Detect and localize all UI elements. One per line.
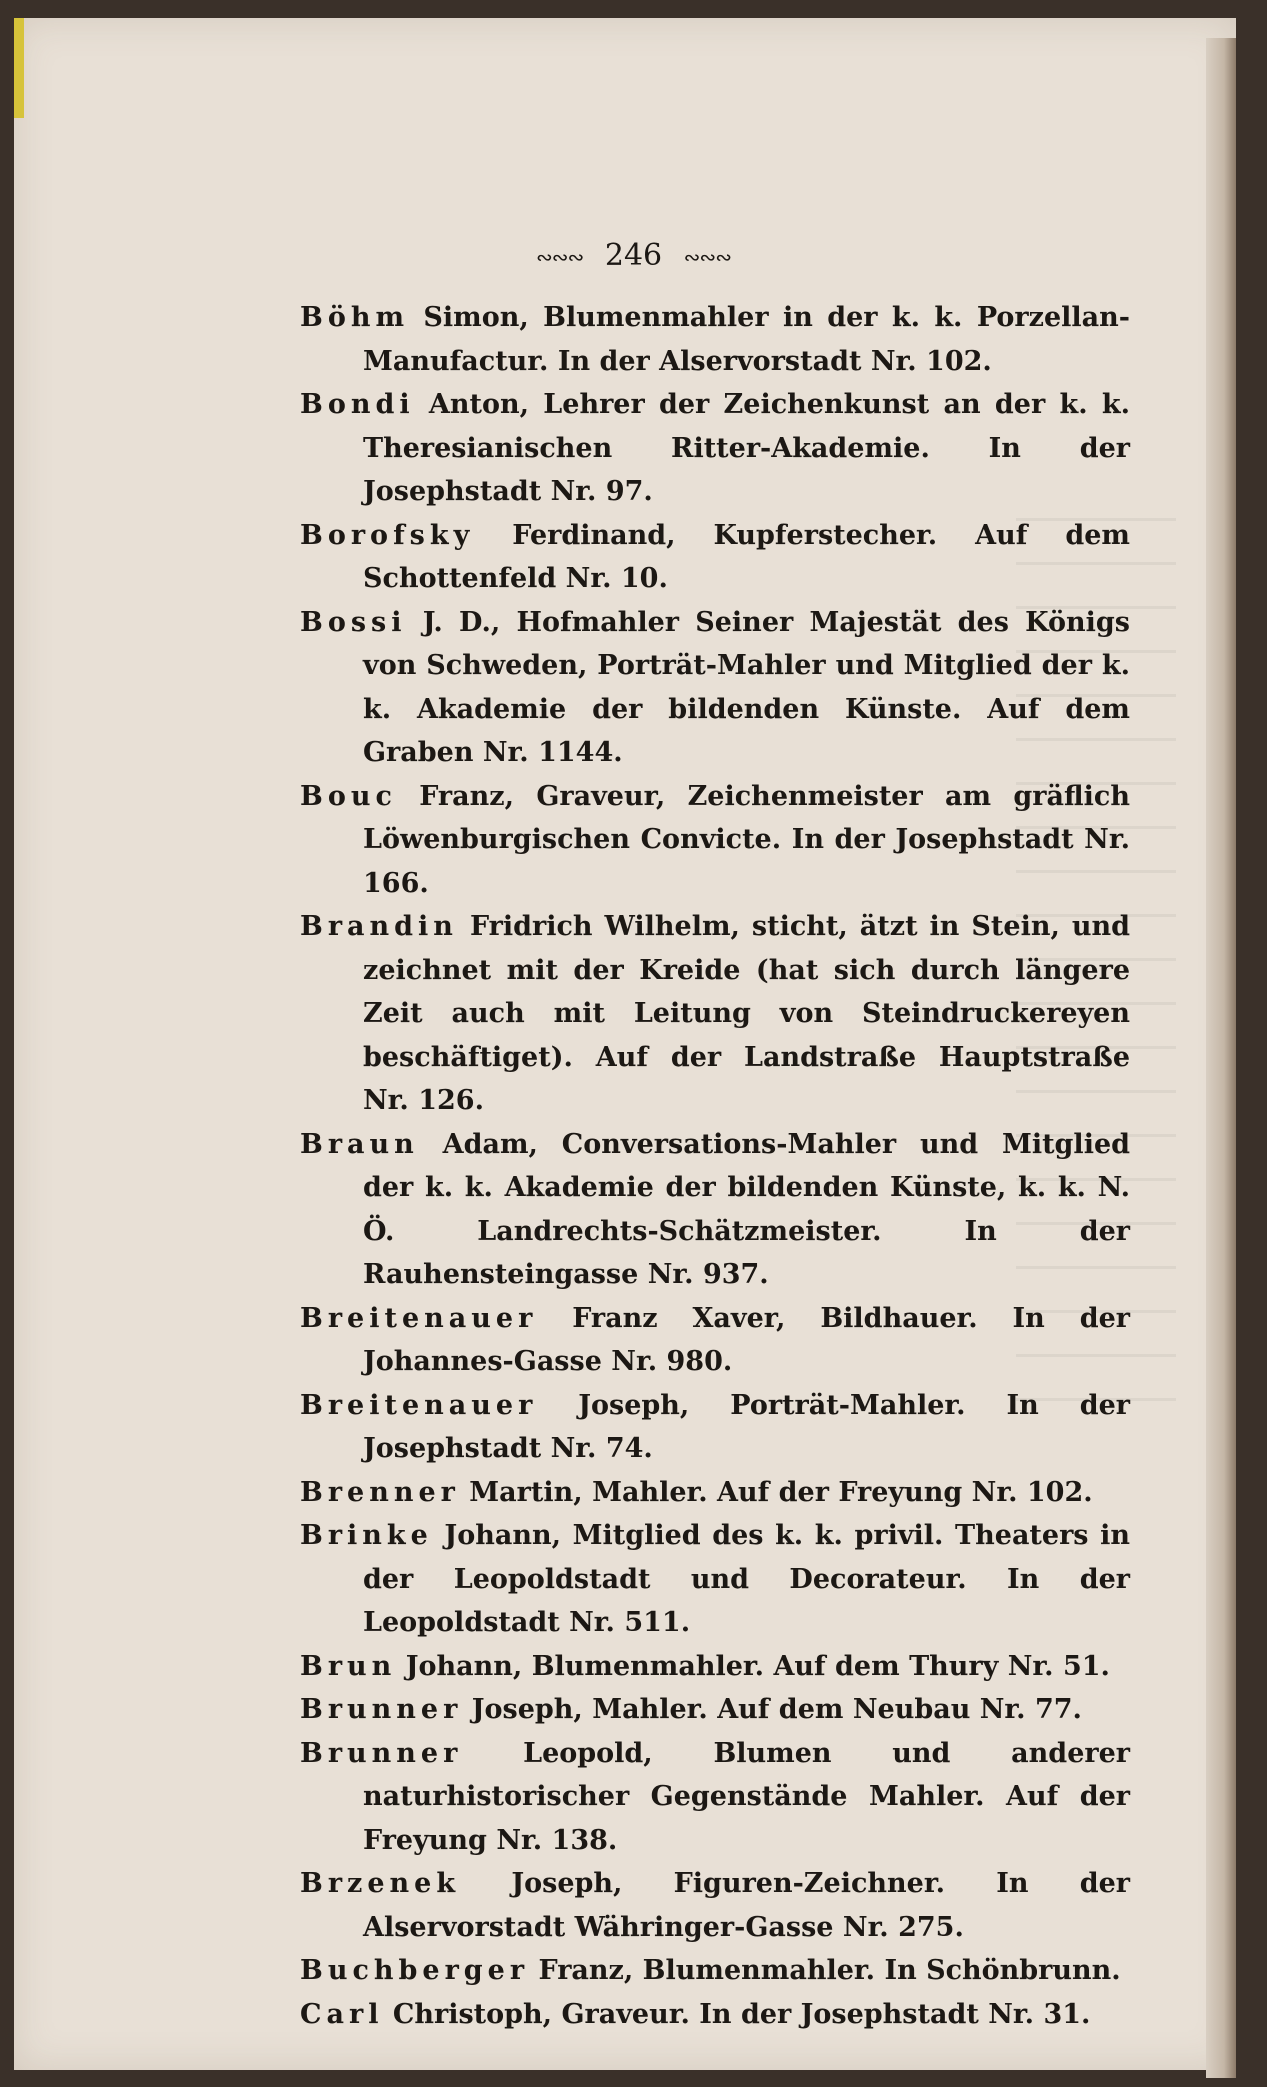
- entry-name: Brzenek: [300, 1868, 461, 1899]
- entry-text: Ferdinand, Kupferstecher. Auf dem Schottenfeld Nr. 10.: [363, 519, 1130, 594]
- entry-text: Johann, Mitglied des k. k. privil. Theaters in der Leopoldstadt und Decorateur. In der Leopoldstadt Nr. 511.: [363, 1520, 1130, 1638]
- entry-name: Bouc: [300, 780, 397, 812]
- entry: [300, 296, 1130, 383]
- entry: [300, 1862, 1130, 1949]
- entry-text: Franz, Graveur, Zeichenmeister am gräflich Löwenburgischen Convicte. In der Josephstadt Nr. 166.: [363, 780, 1130, 899]
- entry: [300, 514, 1130, 601]
- entry: [300, 905, 1130, 1123]
- entry-text: Joseph, Mahler. Auf dem Neubau Nr. 77.: [471, 1694, 1082, 1725]
- entry-name: Brunner: [300, 1737, 463, 1769]
- entry: [300, 1949, 1130, 1993]
- entry: [300, 1297, 1130, 1384]
- entry-name: Brandin: [300, 911, 458, 942]
- ornament-right: ∾∾∾: [683, 245, 731, 269]
- entry: [300, 775, 1130, 906]
- entry-name: Breitenauer: [300, 1302, 538, 1334]
- entry-text: Joseph, Porträt-Mahler. In der Josephstadt Nr. 74.: [363, 1389, 1130, 1464]
- entry-text: Adam, Conversations-Mahler und Mitglied der k. k. Akademie der bildenden Künste, k. k. N. Ö. Landrechts-Schätzmeister. In der Rauhensteingasse Nr. 937.: [363, 1128, 1131, 1290]
- entry-text: Simon, Blumenmahler in der k. k. Porzellan-Manufactur. In der Alservorstadt Nr. 102.: [363, 302, 1130, 377]
- entry-name: Brunner: [300, 1694, 463, 1725]
- page-header: [0, 238, 1267, 273]
- entry-name: Braun: [300, 1128, 419, 1160]
- entry: [300, 1688, 1130, 1732]
- entry: [300, 1384, 1130, 1471]
- entry-name: Borofsky: [300, 519, 475, 551]
- entry-text: Anton, Lehrer der Zeichenkunst an der k. k. Theresianischen Ritter-Akademie. In der Josephstadt Nr. 97.: [363, 389, 1130, 507]
- entry-name: Buchberger: [300, 1955, 530, 1986]
- ornament-left: ∾∾∾: [536, 245, 584, 269]
- corner-mark: [14, 18, 24, 118]
- entry-list: [300, 296, 1130, 2036]
- entry-text: Leopold, Blumen und anderer naturhistorischer Gegenstände Mahler. Auf der Freyung Nr. 138.: [363, 1737, 1130, 1856]
- entry-name: Breitenauer: [300, 1389, 538, 1421]
- entry: [300, 1993, 1130, 2037]
- entry-text: J. D., Hofmahler Seiner Majestät des Königs von Schweden, Porträt-Mahler und Mitglied der k. k. Akademie der bildenden Künste. Auf dem Graben Nr. 1144.: [363, 606, 1130, 768]
- entry-name: Brinke: [300, 1520, 433, 1551]
- entry: [300, 601, 1130, 775]
- entry-text: Joseph, Figuren-Zeichner. In der Alservorstadt Währinger-Gasse Nr. 275.: [363, 1868, 1130, 1943]
- entry-name: Bondi: [300, 389, 415, 420]
- entry: [300, 1514, 1130, 1645]
- entry: [300, 1645, 1130, 1689]
- entry-name: Brenner: [300, 1476, 460, 1508]
- entry-name: Böhm: [300, 302, 410, 333]
- entry-name: Bossi: [300, 606, 407, 638]
- entry-name: Carl: [300, 1998, 384, 2030]
- entry: [300, 383, 1130, 514]
- entry-text: Fridrich Wilhelm, sticht, ätzt in Stein, und zeichnet mit der Kreide (hat sich durch längere Zeit auch mit Leitung von Steindruckereyen beschäftiget). Auf der Landstraße Hauptstraße Nr. 126.: [363, 911, 1130, 1116]
- entry-text: Johann, Blumenmahler. Auf dem Thury Nr. 51.: [405, 1650, 1110, 1682]
- entry: [300, 1732, 1130, 1863]
- entry-text: Franz, Blumenmahler. In Schönbrunn.: [538, 1955, 1121, 1986]
- entry-name: Brun: [300, 1650, 397, 1682]
- entry-text: Martin, Mahler. Auf der Freyung Nr. 102.: [469, 1476, 1093, 1508]
- entry: [300, 1471, 1130, 1515]
- page-number: 246: [604, 238, 663, 273]
- entry: [300, 1123, 1130, 1297]
- page-edge: [1206, 38, 1236, 2078]
- entry-text: Franz Xaver, Bildhauer. In der Johannes-Gasse Nr. 980.: [363, 1302, 1130, 1377]
- entry-text: Christoph, Graveur. In der Josephstadt Nr. 31.: [392, 1998, 1091, 2030]
